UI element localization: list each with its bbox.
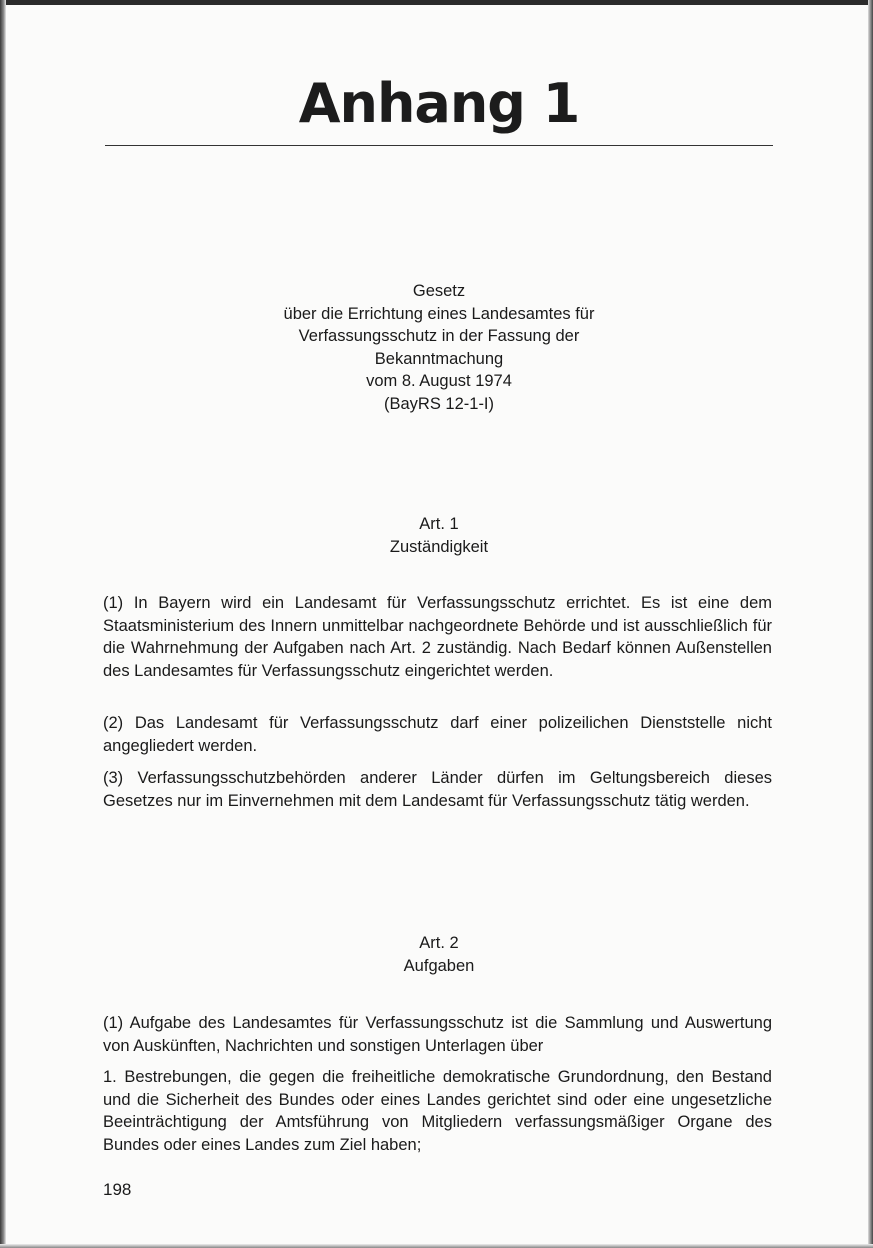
- article-1-paragraph-1: (1) In Bayern wird ein Landesamt für Verfassungsschutz errichtet. Es ist eine dem Staatsministerium des Innern unmittelbar nachgeordnete Behörde und ist ausschließlich für die Wahrnehmung der Aufgaben nach Art. 2 zuständig. Nach Bedarf können Außenstellen des Landesamtes für Verfassungsschutz eingerichtet werden.: [103, 594, 772, 680]
- law-title-line: Gesetz: [412, 282, 466, 300]
- article-2-paragraph-1: (1) Aufgabe des Landesamtes für Verfassungsschutz ist die Sammlung und Auswertung von Auskünften, Nachrichten und sonstigen Unterlagen über: [103, 1014, 772, 1055]
- scan-edge-top: [0, 0, 873, 5]
- article-2-number: Art. 2: [419, 934, 459, 952]
- law-title-line: (BayRS 12-1-I): [383, 394, 495, 413]
- page-number: 198: [103, 1180, 132, 1199]
- article-1-heading: [105, 513, 773, 558]
- article-1-paragraph-3: (3) Verfassungsschutzbehörden anderer Länder dürfen im Geltungsbereich dieses Gesetzes nur im Einvernehmen mit dem Landesamt für Verfassungsschutz tätig werden.: [103, 769, 772, 810]
- law-title-line: über die Errichtung eines Landesamtes für: [283, 304, 595, 323]
- page-title: Anhang 1: [298, 72, 580, 135]
- law-title-line: Bekanntmachung: [374, 349, 504, 368]
- article-1-paragraph-2: (2) Das Landesamt für Verfassungsschutz darf einer polizeilichen Dienststelle nicht angegliedert werden.: [103, 714, 772, 755]
- article-1-title: Zuständigkeit: [389, 537, 489, 556]
- article-2-item-1: 1. Bestrebungen, die gegen die freiheitliche demokratische Grundordnung, den Bestand und die Sicherheit des Bundes oder eines Landes gerichtet sind oder eine ungesetzliche Beeinträchtigung der Amtsführung von Mitgliedern verfassungsmäßiger Organe des Bundes oder eines Landes zum Ziel haben;: [103, 1068, 772, 1154]
- scan-edge-right: [868, 0, 873, 1248]
- law-title-line: vom 8. August 1974: [366, 372, 512, 390]
- law-title-line: Verfassungsschutz in der Fassung der: [298, 327, 580, 345]
- scan-edge-left: [0, 0, 6, 1248]
- article-2-heading: [105, 932, 773, 977]
- article-1-number: Art. 1: [419, 515, 459, 533]
- article-2-title: Aufgaben: [403, 956, 475, 975]
- law-title-block: [105, 280, 773, 415]
- title-rule: [105, 145, 773, 146]
- scan-edge-bottom: [0, 1244, 873, 1248]
